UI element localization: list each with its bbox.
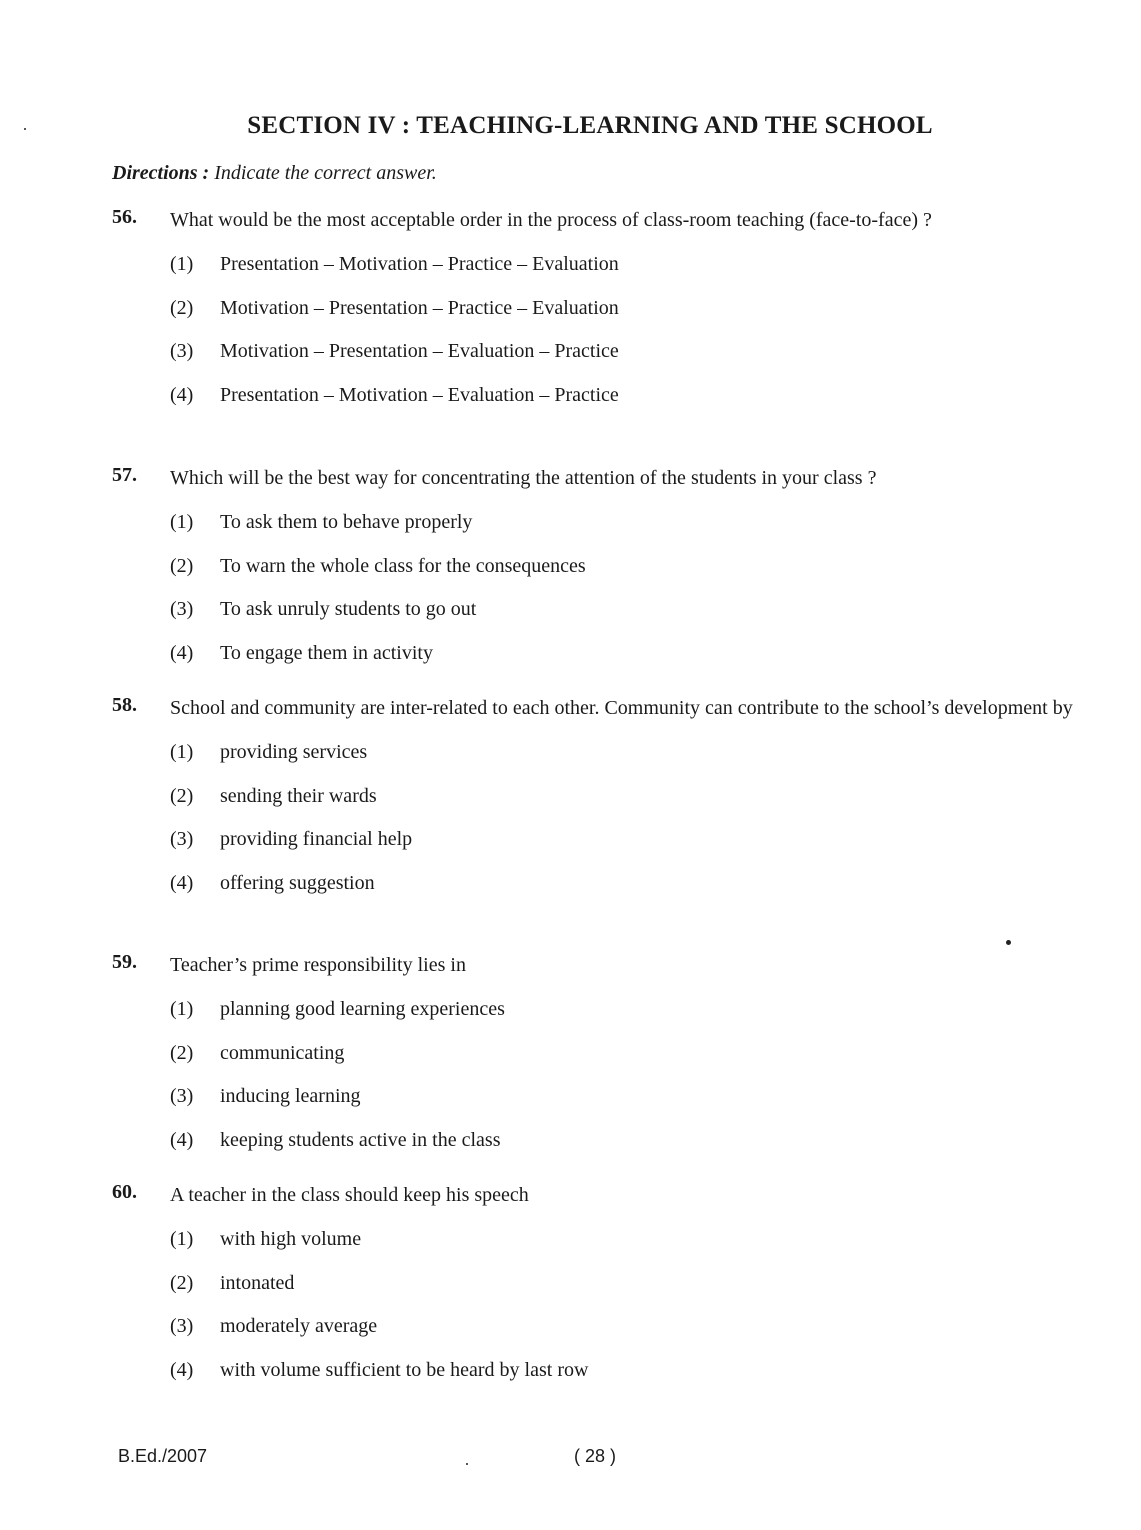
option-number: (3) — [170, 1315, 194, 1337]
option-number: (4) — [170, 1128, 194, 1151]
option-number: (4) — [170, 641, 194, 664]
option-text: To ask them to behave properly — [220, 511, 473, 533]
question-text: What would be the most acceptable order in the process of class-room teaching (face-to-face) ? — [170, 209, 932, 231]
option-number: (2) — [170, 784, 194, 807]
options-list — [170, 1225, 1080, 1399]
options-list — [170, 738, 1080, 912]
option-number: (4) — [170, 871, 194, 894]
option-number: (1) — [170, 1228, 194, 1250]
option-2 — [170, 1039, 1080, 1083]
option-2 — [170, 294, 1080, 338]
option-2 — [170, 552, 1080, 596]
question-59 — [112, 951, 1080, 1169]
option-number: (3) — [170, 598, 194, 620]
option-text: communicating — [220, 1041, 345, 1064]
exam-code: B.Ed./2007 — [118, 1446, 208, 1466]
option-text: offering suggestion — [220, 871, 375, 894]
option-3 — [170, 825, 1080, 869]
options-list — [170, 250, 1080, 424]
option-text: Presentation – Motivation – Practice – Evaluation — [220, 253, 619, 275]
option-number: (3) — [170, 828, 194, 850]
option-text: To warn the whole class for the consequences — [220, 554, 586, 577]
option-text: inducing learning — [220, 1085, 361, 1107]
option-3 — [170, 1082, 1080, 1126]
option-3 — [170, 595, 1080, 639]
directions-text: Indicate the correct answer. — [214, 162, 437, 184]
option-3 — [170, 337, 1080, 381]
option-number: (4) — [170, 1358, 194, 1381]
option-text: keeping students active in the class — [220, 1128, 501, 1151]
option-1 — [170, 1225, 1080, 1269]
question-number: 59. — [112, 951, 137, 973]
option-1 — [170, 738, 1080, 782]
option-4 — [170, 381, 1080, 425]
option-text: Motivation – Presentation – Practice – Evaluation — [220, 296, 619, 319]
option-3 — [170, 1312, 1080, 1356]
section-title: SECTION IV : TEACHING-LEARNING AND THE SCHOOL — [247, 112, 933, 139]
option-number: (2) — [170, 554, 194, 577]
option-1 — [170, 995, 1080, 1039]
question-text: School and community are inter-related to each other. Community can contribute to the school’s development by — [170, 697, 1073, 719]
option-number: (2) — [170, 1041, 194, 1064]
option-number: (2) — [170, 296, 194, 319]
option-1 — [170, 508, 1080, 552]
question-text: Teacher’s prime responsibility lies in — [170, 954, 466, 976]
question-number: 56. — [112, 206, 137, 228]
question-number: 60. — [112, 1181, 137, 1203]
question-58 — [112, 694, 1080, 912]
option-number: (1) — [170, 511, 194, 533]
option-number: (3) — [170, 1085, 194, 1107]
question-56 — [112, 206, 1080, 424]
option-4 — [170, 1126, 1080, 1170]
option-number: (1) — [170, 998, 194, 1020]
option-text: To engage them in activity — [220, 641, 433, 664]
option-text: providing services — [220, 741, 368, 763]
option-text: with volume sufficient to be heard by last row — [220, 1358, 589, 1381]
option-number: (1) — [170, 741, 194, 763]
question-text: Which will be the best way for concentrating the attention of the students in your class ? — [170, 467, 877, 489]
question-number: 58. — [112, 694, 137, 716]
question-57 — [112, 464, 1080, 682]
option-text: planning good learning experiences — [220, 998, 505, 1020]
option-text: sending their wards — [220, 784, 377, 807]
option-2 — [170, 1269, 1080, 1313]
option-text: moderately average — [220, 1315, 378, 1337]
option-4 — [170, 639, 1080, 683]
option-4 — [170, 869, 1080, 913]
option-2 — [170, 782, 1080, 826]
option-text: To ask unruly students to go out — [220, 598, 477, 620]
directions — [112, 162, 437, 185]
question-60 — [112, 1181, 1080, 1399]
options-list — [170, 508, 1080, 682]
directions-label: Directions : — [112, 162, 210, 184]
scan-speck — [1006, 940, 1011, 945]
scan-speck — [24, 128, 26, 130]
option-text: Presentation – Motivation – Evaluation – Practice — [220, 383, 619, 406]
option-text: Motivation – Presentation – Evaluation – Practice — [220, 340, 619, 362]
option-text: with high volume — [220, 1228, 362, 1250]
option-4 — [170, 1356, 1080, 1400]
option-number: (2) — [170, 1271, 194, 1294]
option-text: intonated — [220, 1271, 295, 1294]
page-number: ( 28 ) — [574, 1446, 617, 1466]
option-number: (3) — [170, 340, 194, 362]
option-text: providing financial help — [220, 828, 413, 850]
question-number: 57. — [112, 464, 137, 486]
question-text: A teacher in the class should keep his speech — [170, 1184, 529, 1206]
option-1 — [170, 250, 1080, 294]
options-list — [170, 995, 1080, 1169]
scan-speck — [466, 1463, 468, 1465]
option-number: (1) — [170, 253, 194, 275]
option-number: (4) — [170, 383, 194, 406]
